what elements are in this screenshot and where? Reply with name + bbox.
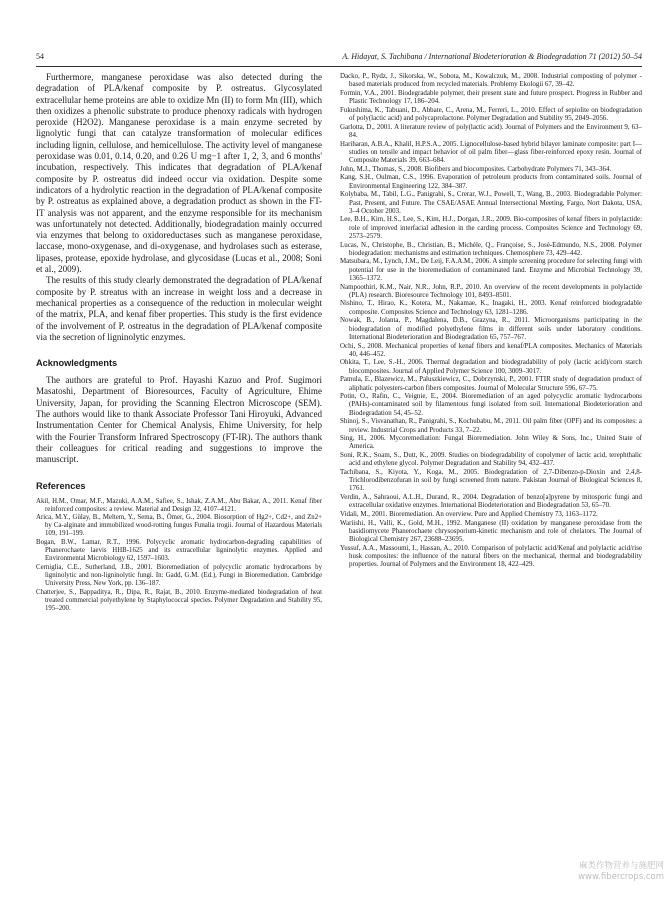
reference-item: Fukushima, K., Tabuani, D., Abbate, C., Arena, M., Ferreri, L., 2010. Effect of sepiolite on biodegradation of poly(lactic acid) and polycaprolactone. Polymer Degradation and Stability 95, 2049–2056.: [340, 105, 642, 123]
reference-item: Wariishi, H., Valli, K., Gold, M.H., 1992. Manganese (II) oxidation by manganese peroxidase from the basidiomycete Phanerochaete chrysosporium-kinetic mechanism and role of chelators. The Journal of Biological Chemistry 267, 23688–23695.: [340, 518, 642, 544]
reference-item: Bogan, B.W., Lamar, R.T., 1996. Polycyclic aromatic hydrocarbon-degrading capabilities of Phanerochaete laevis HHB-1625 and its extracellular ligninolytic enzymes. Applied and Environmental Microbiology 62, 1597–1603.: [36, 538, 322, 563]
header-rule: [36, 66, 642, 67]
reference-item: Dacko, P., Rydz, J., Sikorska, W., Sobota, M., Kowalczuk, M., 2008. Industrial composting of polymer - based materials produced from recycled materials. Problemy Ekologii 67, 39–42.: [340, 72, 642, 89]
reference-item: Pamula, E., Blazewicz, M., Paluszkiewicz, C., Dobrzynski, P., 2001. FTIR study of degradation product of aliphatic polyesters-carbon fibers composites. Journal of Molecular Structure 596, 67–75.: [340, 375, 642, 392]
reference-item: Formin, V.A., 2001. Biodegradable polymer, their present state and future prospect. Progress in Rubber and Plastic Technology 17, 186–204.: [340, 88, 642, 106]
reference-item: Nampoothiri, K.M., Nair, N.R., John, R.P., 2010. An overview of the recent developments in polylactide (PLA) research. Bioresource Technology 101, 8493–8501.: [340, 282, 642, 299]
reference-item: Verdin, A., Sahraoui, A.L.H., Durand, R., 2004. Degradation of benzo[a]pyrene by mitosporic fungi and extracellular oxidative enzymes. International Biodeterioration and Biodegradation 53, 65–70.: [340, 493, 642, 510]
body-paragraph: Furthermore, manganese peroxidase was also detected during the degradation of PLA/kenaf composite by P. ostreatus. Glycosylated extracellular heme proteins are able to oxidize Mn (II) to form Mn (III), which then oxidizes a phenolic substrate to produce phenoxy radicals with hydrogen peroxide (H2O2). Manganese peroxidase is a main enzyme secreted by lignolytic fungi that can catalyze transformation of molecular edifices including lignin, cellulose, and hemicellulose. The activity level of manganese peroxidase was 0.01, 0.14, 0.20, and 0.26 U mg−1 after 1, 2, 3, and 6 months' incubation, respectively. This indicates that degradation of PLA/kenaf composite by P. ostreatus did indeed occur via oxidation. Despite some indicators of a hydrolytic reaction in the degradation of PLA/kenaf composite by P. ostreatus as explained above, a degradation product as shown in the FT-IT analysis was not apparent, and the enzyme responsible for its mechanism was unfortunately not detected. Additionally, biodegradation mainly occurred via enzymes that belong to oxidoreductases such as manganese peroxidase, laccase, mono-oxygenase, and di-oxygenase, and hydrolases such as esterase, lipases, protease, epoxide hydrolase, and glycosidase (Lucas et al., 2008; Soni et al., 2009).: [36, 72, 322, 275]
reference-item: Hariharan, A.B.A., Khalil, H.P.S.A., 2005. Lignocellulose-based hybrid bilayer laminate composite: part I—studies on tensile and impact behavior of oil palm fiber—glass fiber-reinforced epoxy resin. Journal of Composite Materials 39, 663–684.: [340, 139, 642, 165]
watermark-chinese-text: 麻类作物营养与施肥网: [578, 861, 664, 871]
reference-item: Yussuf, A.A., Massoumi, I., Hassan, A., 2010. Comparison of polylactic acid/Kenaf and polylactic acid/rise husk composites: the influence of the natural fibers on the mechanical, thermal and biodegradability properties. Journal of Polymers and the Environment 18, 422–429.: [340, 543, 642, 569]
reference-item: Vidali, M., 2001. Bioremediation. An overview. Pure and Applied Chemistry 73, 1163–1172.: [340, 510, 598, 519]
reference-item: Ochi, S., 2008. Mechanical properties of kenaf fibers and kenaf/PLA composites. Mechanics of Materials 40, 446–452.: [340, 341, 642, 358]
reference-item: Lucas, N., Christophe, B., Christian, B., Michèle, Q., Françoise, S., José-Edmundo, N.S., 2008. Polymer biodegradation: mechanisms and estimation techniques. Chemosphere 73, 429–442.: [340, 240, 642, 257]
acknowledgments-text: The authors are grateful to Prof. Hayashi Kazuo and Prof. Sugimori Masatoshi, Department of Bioresources, Faculty of Agriculture, Ehime University, Japan, for providing the Scanning Electron Microscope (SEM). The authors would like to thank Associate Professor Tani Hiroyuki, Advanced Instrumentation Center for Chemical Analysis, Ehime University, for help with the Fourier Transform Infrared Spectroscopy (FT-IR). The authors thank their colleagues for critical reading and suggestions to improve the manuscript.: [36, 375, 322, 465]
right-column: [340, 72, 642, 569]
body-paragraph: The results of this study clearly demonstrated the degradation of PLA/kenaf composite by P. streatus with an increase in weight loss and a decrease in mechanical properties as a consequence of the reduction in molecular weight of the matrix, PLA, and kenaf fiber properties. This study is the first evidence of the involvement of P. ostreatus in the degradation of PLA/kenaf composite via the secretion of ligninolytic enzymes.: [36, 275, 322, 342]
reference-item: Sing, H., 2006. Mycoremediation: Fungal Bioremediation. John Wiley & Sons, Inc., United State of America.: [340, 434, 642, 451]
reference-item: Shinoj, S., Visvanathan, R., Panigrahi, S., Kochubabu, M., 2011. Oil palm fiber (OPF) and its composites: a review. Industrial Crops and Products 33, 7–22.: [340, 417, 642, 434]
references-heading: References: [36, 480, 86, 491]
reference-item: Tachibana, S., Kiyota, Y., Koga, M., 2005. Biodegradation of 2,7-Dibenzo-p-Dioxin and 2,4,8-Trichlorodibenzofuran in soil by fungi screened from nature. Pakistan Journal of Biological Sciences 8, 1761.: [340, 468, 642, 493]
reference-item: Arica, M.Y., Gülay, B., Meltem, Y., Sema, B., Ömer, G., 2004. Biosorption of Hg2+, Cd2+, and Zn2+ by Ca-alginate and immobilized wood-rotting fungus Funalia trogii. Journal of Hazardous Materials 109, 191–199.: [36, 514, 322, 538]
running-header: [36, 52, 642, 66]
reference-item: Cerniglia, C.E., Sutherland, J.B., 2001. Bioremediation of polycyclic aromatic hydrocarbons by ligninolytic and non-ligninolytic fungi. In: Gadd, G.M. (Ed.), Fungi in Bioremediation. Cambridge University Press, New York, pp. 136–187.: [36, 563, 322, 587]
references-list-left: [36, 498, 322, 613]
acknowledgments-heading: Acknowledgments: [36, 358, 118, 369]
reference-item: Nowak, B., Jolanta, P., Magdalena, D.B., Grazyna, R., 2011. Microorganisms participating in the biodegradation of modified polyethylene films in different soils under laboratory conditions. International Biodeterioration and Biodegradation 65, 757–767.: [340, 316, 642, 341]
reference-item: Matsubara, M., Lynch, J.M., De Leij, F.A.A.M., 2006. A simple screening procedure for selecting fungi with potential for use in the bioremediation of contaminated land. Enzyme and Microbial Technology 39, 1365–1372.: [340, 257, 642, 282]
left-column: [36, 72, 322, 613]
reference-item: Garlotta, D., 2001. A literature review of poly(lactic acid). Journal of Polymers and the Environment 9, 63–84.: [340, 122, 642, 139]
reference-item: Ohkita, T., Lee, S.-H., 2006. Thermal degradation and biodegradability of poly (lactic acid)/corn starch biocomposites. Journal of Applied Polymer Science 100, 3009–3017.: [340, 358, 642, 375]
journal-citation-line: A. Hidayat, S. Tachibana / International Biodeterioration & Biodegradation 71 (2012) 50–54: [342, 52, 642, 61]
page-number: 54: [36, 52, 44, 61]
reference-item: Akil, H.M., Omar, M.F., Mazuki, A.A.M., Safiee, S., Ishak, Z.A.M., Abu Bakar, A., 2011. Kenaf fiber reinforced composites: a review. Material and Design 32, 4107–4121.: [36, 497, 322, 513]
acknowledgments-section: [36, 375, 322, 465]
reference-item: John, M.J., Thomas, S., 2008. Biofibers and biocomposites. Carbohydrate Polymers 71, 343–364.: [340, 164, 612, 173]
reference-item: Chatterjee, S., Bappaditya, R., Dipa, R., Rajat, B., 2010. Enzyme-mediated biodegradation of heat treated commercial polyethylene by Staphylococcal species. Polymer Degradation and Stability 95, 195–200.: [36, 588, 322, 612]
site-watermark: [578, 861, 664, 883]
references-list-right: [340, 72, 642, 568]
reference-item: Nishino, T., Hirao, K., Kotera, M., Nakamae, K., Inagaki, H., 2003. Kenaf reinforced biodegradable composite. Composites Science and Technology 63, 1281–1286.: [340, 299, 642, 316]
reference-item: Soni, R.K., Soam, S., Dutt, K., 2009. Studies on biodegradability of copolymer of lactic acid, terephthalic acid and ethylene glycol. Polymer Degradation and Stability 94, 432–437.: [340, 451, 642, 468]
discussion-text: [36, 72, 322, 343]
reference-item: Potin, O., Rafin, C., Veignie, E., 2004. Bioremediation of an aged polycyclic aromatic hydrocarbons (PAHs)-contaminated soil by filamentous fungi isolated from soil. International Biodeterioration and Biodegradation 54, 45–52.: [340, 392, 642, 417]
reference-item: Lee, B.H., Kim, H.S., Lee, S., Kim, H.J., Dorgan, J.R., 2009. Bio-composites of kenaf fibers in polylactide: role of improved interfacial adhesion in the carding process. Composites Science and Technology 69, 2573–2579.: [340, 215, 642, 240]
watermark-url: www.fibercrops.com: [578, 872, 664, 882]
reference-item: Kang, S.H., Oulman, C.S., 1996. Evaporation of petroleum products from contaminated soils. Journal of Environmental Engineering 122, 384–387.: [340, 173, 642, 190]
reference-item: Kolybaba, M., Tabil, L.G., Panigrahi, S., Crerar, W.J., Powell, T., Wang, B., 2003. Biodegradable Polymer: Past, Present, and Future. The CSAE/ASAE Annual Intersectional Meeting, Fargo, Nort Dakota, USA, 3–4 October 2003.: [340, 190, 642, 215]
